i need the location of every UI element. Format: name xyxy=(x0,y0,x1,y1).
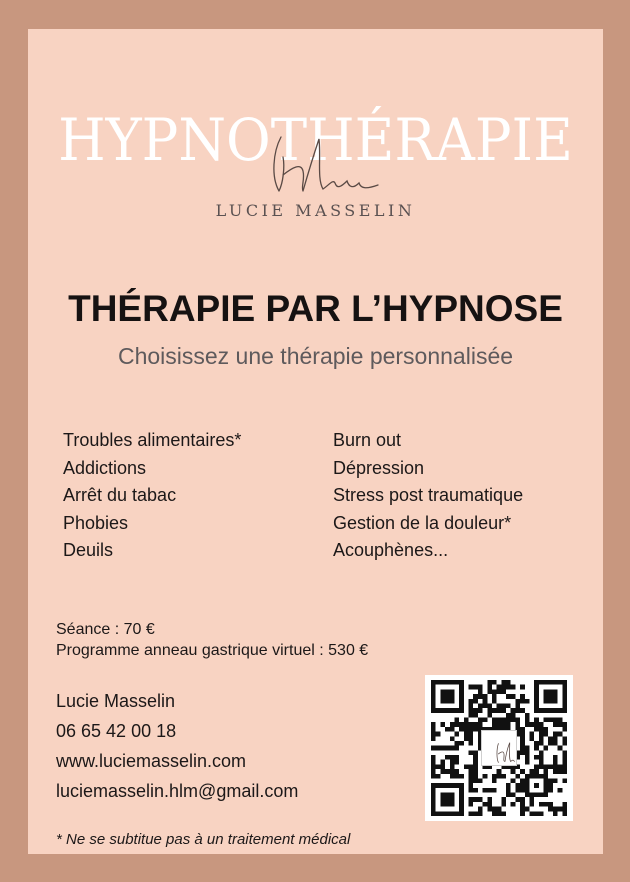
contact-website[interactable]: www.luciemasselin.com xyxy=(56,751,247,771)
contact-name: Lucie Masselin xyxy=(56,691,176,711)
qr-code[interactable] xyxy=(425,675,573,821)
contact-email[interactable]: luciemasselin.hlm@gmail.com xyxy=(56,781,299,801)
contact-block xyxy=(56,686,298,806)
therapy-item: Gestion de la douleur* xyxy=(333,512,512,533)
footnote-disclaimer: * Ne se subtitue pas à un traitement médical xyxy=(56,831,351,848)
brand-subtitle: LUCIE MASSELIN xyxy=(215,201,416,220)
therapy-list-left xyxy=(63,427,241,565)
therapy-item: Addictions xyxy=(63,457,147,478)
therapy-item: Deuils xyxy=(63,540,114,560)
qr-center-logo xyxy=(481,730,517,766)
page-headline: THÉRAPIE PAR L’HYPNOSE xyxy=(68,288,563,329)
price-block xyxy=(56,619,368,661)
therapy-item: Troubles alimentaires* xyxy=(63,430,242,450)
flyer-card xyxy=(28,29,603,854)
contact-phone[interactable]: 06 65 42 00 18 xyxy=(56,721,177,741)
program-price: Programme anneau gastrique virtuel : 530 € xyxy=(56,642,369,659)
therapy-item: Stress post traumatique xyxy=(333,485,524,505)
brand-title: HYPNOTHÉRAPIE xyxy=(58,106,573,174)
therapy-item: Phobies xyxy=(63,512,129,533)
therapy-item: Acouphènes... xyxy=(333,540,449,560)
therapy-item: Burn out xyxy=(333,430,402,450)
hlm-monogram-logo xyxy=(243,127,393,197)
page-subheadline: Choisissez une thérapie personnalisée xyxy=(117,343,514,369)
therapy-item: Arrêt du tabac xyxy=(63,485,177,505)
session-price: Séance : 70 € xyxy=(56,621,155,638)
therapy-list-right xyxy=(333,427,523,565)
therapy-item: Dépression xyxy=(333,457,425,478)
